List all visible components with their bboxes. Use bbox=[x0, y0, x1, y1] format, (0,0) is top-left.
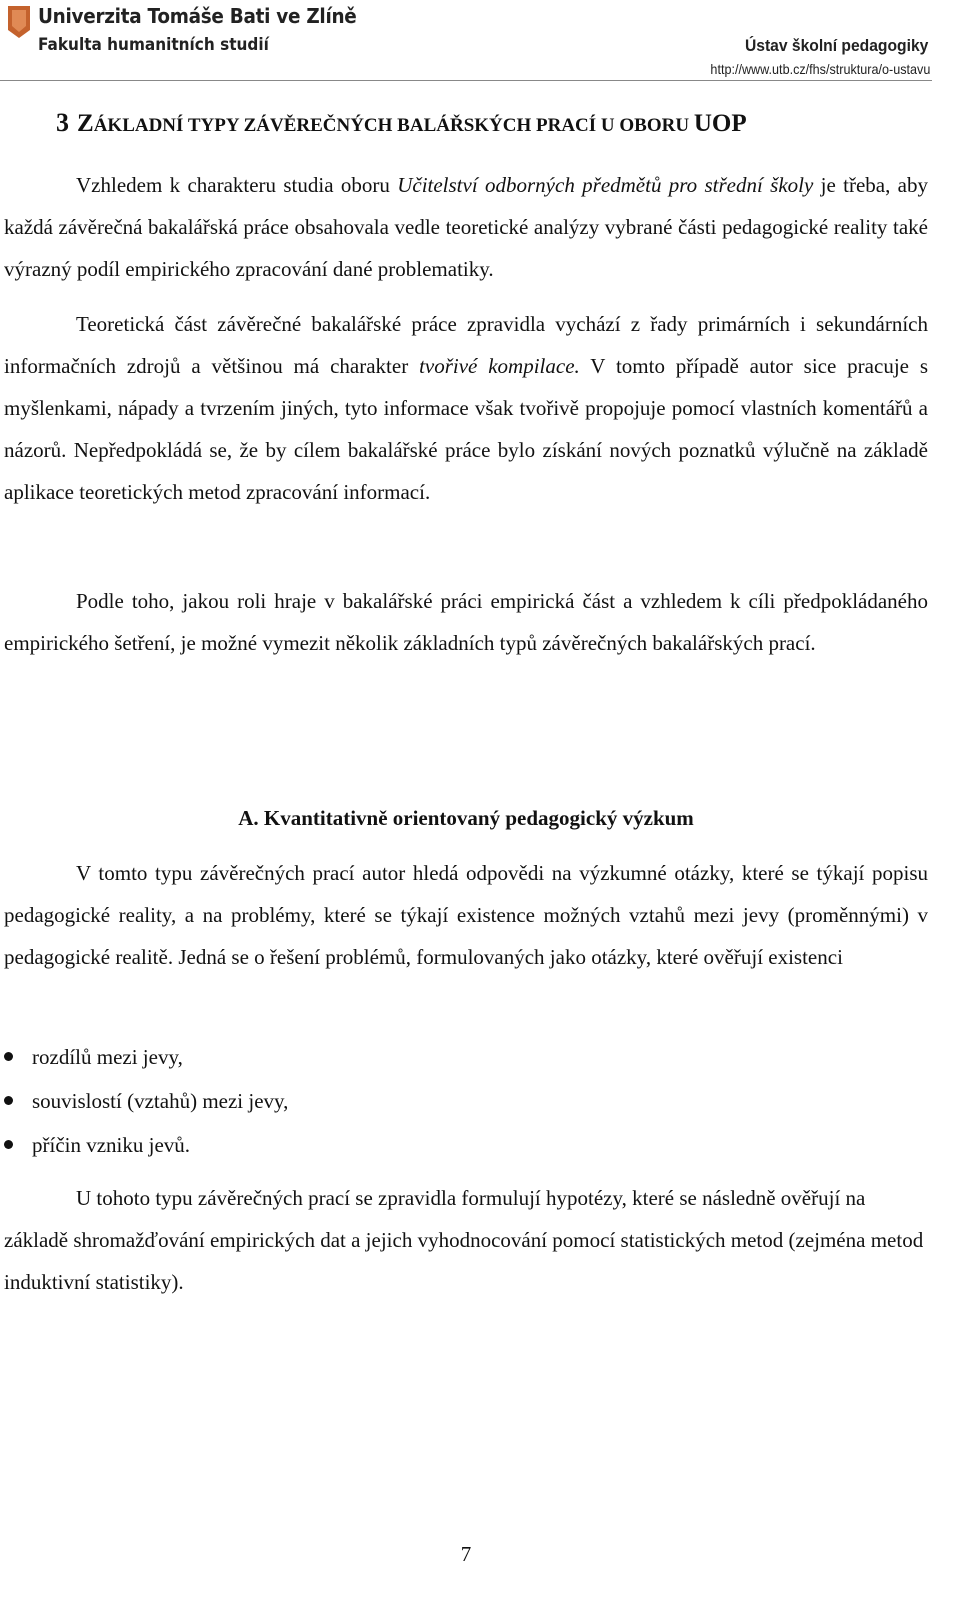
list-item: rozdílů mezi jevy, bbox=[4, 1035, 288, 1079]
university-name: Univerzita Tomáše Bati ve Zlíně bbox=[38, 4, 357, 28]
page-number: 7 bbox=[460, 1542, 472, 1566]
types-intro-paragraph: Podle toho, jakou roli hraje v bakalářské práci empirická část a vzhledem k cíli předpokládaného empirického šetření, je možné vymezit několik základních typů závěrečných bakalářských prací. bbox=[4, 589, 928, 655]
header-divider bbox=[0, 80, 932, 81]
section-a-title: A. Kvantitativně orientovaný pedagogický výzkum bbox=[238, 806, 694, 830]
list-item: příčin vzniku jevů. bbox=[4, 1123, 288, 1167]
chapter-title-text: ÁKLADNÍ TYPY ZÁVĚREČNÝCH BALÁŘSKÝCH PRACÍ U OBORU bbox=[93, 115, 694, 136]
department-name: Ústav školní pedagogiky bbox=[744, 36, 928, 55]
bullet-icon bbox=[4, 1140, 13, 1149]
department-url[interactable]: http://www.utb.cz/fhs/struktura/o-ustavu bbox=[710, 61, 930, 77]
intro-paragraph: Vzhledem k charakteru studia oboru Učitelství odborných předmětů pro střední školy je třeba, aby každá závěrečná bakalářská práce obsahovala vedle teoretické analýzy vybrané části pedagogické reality také výrazný podíl empirického zpracování dané problematiky. bbox=[4, 173, 929, 281]
university-logo-icon bbox=[6, 4, 32, 40]
section-a-paragraph: V tomto typu závěrečných prací autor hledá odpovědi na výzkumné otázky, které se týkají popisu pedagogické reality, a na problémy, které se týkají existence možných vztahů mezi jevy (proměnnými) v pedagogické realitě. Jedná se o řešení problémů, formulovaných jako otázky, které ověřují existenci bbox=[4, 861, 928, 969]
page-header bbox=[0, 0, 960, 82]
bullet-list bbox=[4, 1035, 288, 1167]
bullet-icon bbox=[4, 1096, 13, 1105]
faculty-name: Fakulta humanitních studií bbox=[38, 35, 269, 55]
chapter-title-initial: Z bbox=[77, 110, 94, 137]
theory-italic-term: tvořivé kompilace. bbox=[419, 354, 580, 378]
chapter-title bbox=[56, 108, 747, 138]
bullet-icon bbox=[4, 1052, 13, 1061]
chapter-title-abbrev: UOP bbox=[693, 110, 747, 137]
theory-paragraph: Teoretická část závěrečné bakalářské práce zpravidla vychází z řady primárních i sekundárních informačních zdrojů a většinou má charakter tvořivé kompilace. V tomto případě autor sice pracuje s myšlenkami, nápady a tvrzením jiných, tyto informace však tvořivě propojuje pomocí vlastních komentářů a názorů. Nepředpokládá se, že by cílem bakalářské práce bylo získání nových poznatků výlučně na základě aplikace teoretických metod zpracování informací. bbox=[4, 312, 929, 504]
list-item: souvislostí (vztahů) mezi jevy, bbox=[4, 1079, 288, 1123]
study-program-name: Učitelství odborných předmětů pro střední školy bbox=[397, 173, 814, 197]
section-a-closing-paragraph: U tohoto typu závěrečných prací se zpravidla formulují hypotézy, které se následně ověřují na základě shromažďování empirických dat a jejich vyhodnocování pomocí statistických metod (zejména metod induktivní statistiky). bbox=[4, 1186, 924, 1294]
chapter-number: 3 bbox=[56, 108, 69, 137]
